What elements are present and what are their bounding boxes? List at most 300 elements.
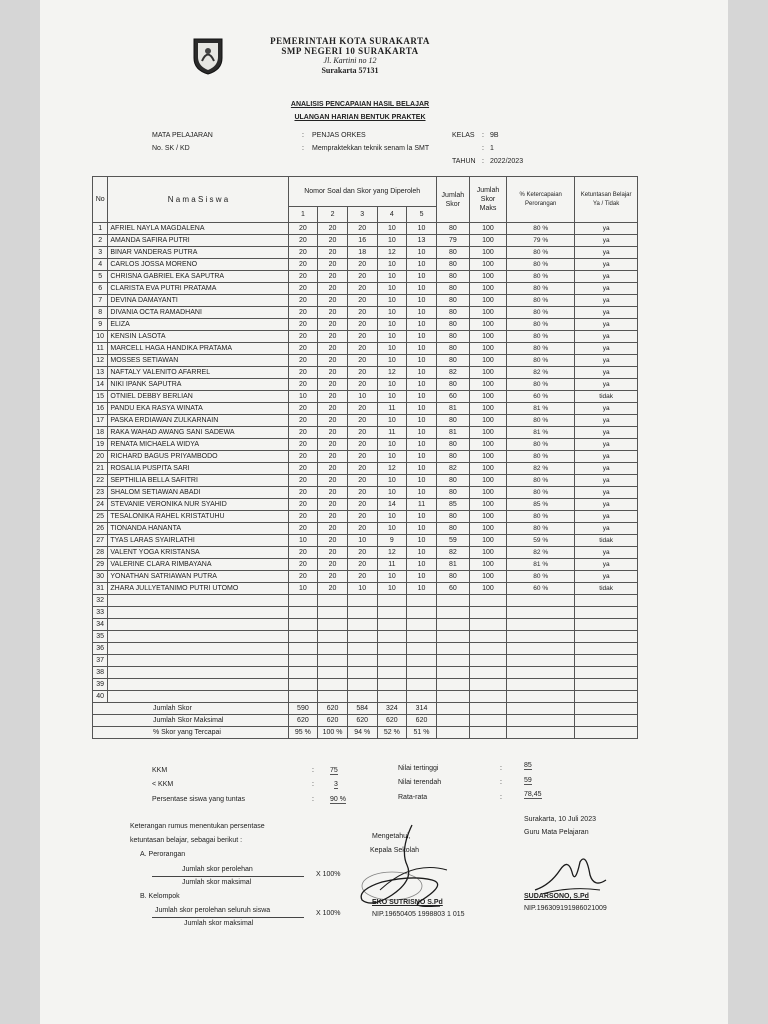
row-no: 23 (93, 487, 108, 499)
skor-q1: 20 (288, 523, 318, 535)
kelas-value: 9B (490, 132, 499, 139)
skor-q4: 12 (377, 547, 407, 559)
persen (507, 667, 575, 679)
skor-q5: 10 (407, 427, 437, 439)
tuntas: ya (575, 379, 638, 391)
skor-q2 (318, 607, 348, 619)
skor-q4 (377, 679, 407, 691)
guru-title: Guru Mata Pelajaran (524, 829, 589, 836)
persen: 82 % (507, 463, 575, 475)
jumlah-skor: 81 (436, 403, 469, 415)
table-row (93, 583, 638, 595)
city-emblem-logo (190, 36, 226, 76)
skor-q1: 20 (288, 235, 318, 247)
row-no: 5 (93, 271, 108, 283)
table-row (93, 235, 638, 247)
skor-q5: 10 (407, 271, 437, 283)
tuntas (575, 595, 638, 607)
header-tuntas: Ketuntasan Belajar Ya / Tidak (575, 177, 638, 223)
skor-maks (469, 643, 506, 655)
skor-q5: 10 (407, 547, 437, 559)
skor-q4: 10 (377, 319, 407, 331)
skor-q4: 10 (377, 343, 407, 355)
tuntas: tidak (575, 391, 638, 403)
tuntas: ya (575, 475, 638, 487)
persen: 82 % (507, 547, 575, 559)
skor-q1 (288, 631, 318, 643)
skor-q1 (288, 679, 318, 691)
skor-maks: 100 (469, 331, 506, 343)
skor-q2: 20 (318, 271, 348, 283)
skor-q5: 10 (407, 367, 437, 379)
persen: 80 % (507, 247, 575, 259)
notes-intro-1: Keterangan rumus menentukan persentase (130, 823, 265, 830)
kkm-value: 75 (330, 767, 338, 774)
skor-q3: 20 (347, 295, 377, 307)
table-row (93, 259, 638, 271)
persen: 80 % (507, 331, 575, 343)
empty-cell (575, 703, 638, 715)
jumlah-skor: 80 (436, 331, 469, 343)
persen: 80 % (507, 295, 575, 307)
skor-q3: 16 (347, 235, 377, 247)
student-name: CLARISTA EVA PUTRI PRATAMA (108, 283, 288, 295)
skor-q4: 10 (377, 439, 407, 451)
persen: 80 % (507, 487, 575, 499)
jumlah-skor: 80 (436, 475, 469, 487)
notes-a-numerator: Jumlah skor perolehan (182, 866, 253, 873)
skor-q2: 20 (318, 343, 348, 355)
row-no: 9 (93, 319, 108, 331)
skor-q1: 20 (288, 319, 318, 331)
header-persen: % Ketercapaian Perorangan (507, 177, 575, 223)
tuntas: ya (575, 367, 638, 379)
lt-kkm-value: 3 (334, 781, 338, 788)
skor-q4: 11 (377, 403, 407, 415)
jumlah-skor (436, 631, 469, 643)
student-name: TESALONIKA RAHEL KRISTATUHU (108, 511, 288, 523)
persen: 81 % (507, 403, 575, 415)
student-name (108, 631, 288, 643)
header-nama: N a m a S i s w a (108, 177, 288, 223)
tuntas: ya (575, 463, 638, 475)
skor-q2: 20 (318, 571, 348, 583)
skor-q4: 10 (377, 523, 407, 535)
notes-b-label: B. Kelompok (140, 893, 180, 900)
table-row (93, 571, 638, 583)
kepsek-signature (352, 820, 462, 915)
empty-cell (469, 703, 506, 715)
persen: 80 % (507, 415, 575, 427)
tuntas: tidak (575, 535, 638, 547)
summary-q5: 314 (407, 703, 437, 715)
jumlah-skor: 80 (436, 319, 469, 331)
skor-q3 (347, 631, 377, 643)
skor-q4 (377, 607, 407, 619)
summary-row (93, 715, 638, 727)
summary-q2: 620 (318, 703, 348, 715)
table-row (93, 691, 638, 703)
skor-q1: 20 (288, 355, 318, 367)
table-row (93, 535, 638, 547)
table-row (93, 655, 638, 667)
persen: 80 % (507, 223, 575, 235)
summary-q2: 100 % (318, 727, 348, 739)
skor-q3: 20 (347, 379, 377, 391)
skor-q4: 11 (377, 559, 407, 571)
jumlah-skor: 80 (436, 295, 469, 307)
notes-b-times: X 100% (316, 910, 341, 917)
row-no: 12 (93, 355, 108, 367)
tuntas (575, 607, 638, 619)
jumlah-skor: 80 (436, 223, 469, 235)
skor-q3 (347, 607, 377, 619)
row-no: 30 (93, 571, 108, 583)
skor-q1: 10 (288, 583, 318, 595)
table-row (93, 619, 638, 631)
row-no: 34 (93, 619, 108, 631)
skor-q4: 10 (377, 331, 407, 343)
tuntas: ya (575, 451, 638, 463)
tuntas: ya (575, 499, 638, 511)
skor-q1 (288, 655, 318, 667)
skor-q4: 10 (377, 355, 407, 367)
jumlah-skor (436, 595, 469, 607)
student-name (108, 607, 288, 619)
jumlah-skor: 80 (436, 571, 469, 583)
skor-q3 (347, 655, 377, 667)
skor-q5: 13 (407, 235, 437, 247)
skor-maks: 100 (469, 499, 506, 511)
skor-q4: 10 (377, 235, 407, 247)
row-no: 13 (93, 367, 108, 379)
tuntas: ya (575, 223, 638, 235)
table-row (93, 223, 638, 235)
persen: 81 % (507, 427, 575, 439)
skor-q2: 20 (318, 475, 348, 487)
table-row (93, 511, 638, 523)
persen (507, 643, 575, 655)
tuntas: ya (575, 523, 638, 535)
persen (507, 595, 575, 607)
table-row (93, 379, 638, 391)
jumlah-skor: 80 (436, 439, 469, 451)
summary-q5: 620 (407, 715, 437, 727)
student-name: MOSSES SETIAWAN (108, 355, 288, 367)
skor-q5: 10 (407, 343, 437, 355)
skor-q3: 10 (347, 391, 377, 403)
jumlah-skor (436, 691, 469, 703)
student-name: AMANDA SAFIRA PUTRI (108, 235, 288, 247)
skor-q2: 20 (318, 331, 348, 343)
skor-maks (469, 667, 506, 679)
skor-q4: 12 (377, 463, 407, 475)
persen: 80 % (507, 283, 575, 295)
persen: 80 % (507, 439, 575, 451)
summary-row (93, 703, 638, 715)
table-row (93, 547, 638, 559)
skor-q3: 20 (347, 331, 377, 343)
row-no: 7 (93, 295, 108, 307)
skor-q2 (318, 679, 348, 691)
skor-maks: 100 (469, 559, 506, 571)
jumlah-skor: 80 (436, 247, 469, 259)
tuntas: ya (575, 283, 638, 295)
jumlah-skor: 82 (436, 463, 469, 475)
tuntas: ya (575, 235, 638, 247)
skor-maks: 100 (469, 487, 506, 499)
skor-q2: 20 (318, 235, 348, 247)
colon: : (482, 145, 484, 152)
skor-q5: 10 (407, 451, 437, 463)
kepsek-name: EKO SUTRISNO S.Pd (372, 899, 443, 906)
skor-q1 (288, 595, 318, 607)
colon: : (302, 145, 304, 152)
table-row (93, 631, 638, 643)
skor-q5: 10 (407, 259, 437, 271)
skor-q1: 20 (288, 451, 318, 463)
student-name: KENSIN LASOTA (108, 331, 288, 343)
tuntas (575, 691, 638, 703)
skor-q3 (347, 667, 377, 679)
skor-q2 (318, 667, 348, 679)
tuntas: ya (575, 427, 638, 439)
skor-maks: 100 (469, 463, 506, 475)
skor-q4: 11 (377, 427, 407, 439)
jumlah-skor (436, 667, 469, 679)
tahun-value: 2022/2023 (490, 158, 524, 165)
persen: 80 % (507, 511, 575, 523)
sk-value: Mempraktekkan teknik senam la SMT (312, 145, 430, 152)
table-row (93, 283, 638, 295)
skor-q3: 20 (347, 487, 377, 499)
summary-q1: 95 % (288, 727, 318, 739)
skor-maks: 100 (469, 271, 506, 283)
table-row (93, 607, 638, 619)
skor-q5: 10 (407, 391, 437, 403)
skor-q4 (377, 595, 407, 607)
table-row (93, 523, 638, 535)
summary-q3: 620 (347, 715, 377, 727)
empty-cell (469, 715, 506, 727)
skor-q4: 10 (377, 307, 407, 319)
skor-q2: 20 (318, 295, 348, 307)
skor-maks (469, 619, 506, 631)
student-name: NAFTALY VALENITO AFARREL (108, 367, 288, 379)
header-q2: 2 (318, 207, 348, 223)
summary-q3: 94 % (347, 727, 377, 739)
student-name: CHRISNA GABRIEL EKA SAPUTRA (108, 271, 288, 283)
student-name: NIKI IPANK SAPUTRA (108, 379, 288, 391)
jumlah-skor: 59 (436, 535, 469, 547)
fraction-line (152, 917, 304, 918)
table-row (93, 595, 638, 607)
skor-q1: 20 (288, 247, 318, 259)
row-no: 27 (93, 535, 108, 547)
row-no: 28 (93, 547, 108, 559)
persen: 82 % (507, 367, 575, 379)
student-name: RICHARD BAGUS PRIYAMBODO (108, 451, 288, 463)
summary-label: % Skor yang Tercapai (93, 727, 289, 739)
summary-rows (93, 703, 638, 739)
skor-q5: 11 (407, 499, 437, 511)
student-name (108, 595, 288, 607)
skor-maks: 100 (469, 307, 506, 319)
skor-maks: 100 (469, 319, 506, 331)
tuntas: ya (575, 259, 638, 271)
colon: : (500, 765, 502, 772)
student-name (108, 643, 288, 655)
skor-q1: 20 (288, 511, 318, 523)
skor-q1: 20 (288, 463, 318, 475)
jumlah-skor: 81 (436, 559, 469, 571)
terendah-label: Nilai terendah (398, 779, 442, 786)
skor-q3: 20 (347, 319, 377, 331)
empty-cell (436, 715, 469, 727)
skor-q5: 10 (407, 535, 437, 547)
notes-b-denominator: Jumlah skor maksimal (184, 920, 254, 927)
skor-q1: 20 (288, 271, 318, 283)
skor-q2: 20 (318, 439, 348, 451)
header-q5: 5 (407, 207, 437, 223)
jumlah-skor: 80 (436, 283, 469, 295)
persen (507, 655, 575, 667)
table-row (93, 355, 638, 367)
skor-q5: 10 (407, 439, 437, 451)
jumlah-skor: 60 (436, 391, 469, 403)
skor-q1: 20 (288, 415, 318, 427)
skor-q3: 20 (347, 523, 377, 535)
summary-q4: 620 (377, 715, 407, 727)
skor-q2: 20 (318, 367, 348, 379)
skor-q5 (407, 607, 437, 619)
persen: 81 % (507, 559, 575, 571)
skor-q1: 20 (288, 547, 318, 559)
skor-q5 (407, 691, 437, 703)
colon: : (500, 794, 502, 801)
tuntas (575, 679, 638, 691)
skor-q2: 20 (318, 499, 348, 511)
table-row (93, 307, 638, 319)
skor-q5 (407, 643, 437, 655)
jumlah-skor: 81 (436, 427, 469, 439)
skor-q2: 20 (318, 547, 348, 559)
skor-maks (469, 607, 506, 619)
student-name: YONATHAN SATRIAWAN PUTRA (108, 571, 288, 583)
skor-q4: 10 (377, 391, 407, 403)
student-name: TYAS LARAS SYAIRLATHI (108, 535, 288, 547)
skor-q3: 20 (347, 343, 377, 355)
tuntas: ya (575, 547, 638, 559)
tuntas: ya (575, 571, 638, 583)
jumlah-skor (436, 679, 469, 691)
jumlah-skor: 80 (436, 523, 469, 535)
skor-q5: 10 (407, 475, 437, 487)
skor-q3: 20 (347, 559, 377, 571)
letterhead-line-2: SMP NEGERI 10 SURAKARTA (281, 46, 419, 56)
kelas-label: KELAS (452, 132, 475, 139)
skor-q2: 20 (318, 583, 348, 595)
tuntas: ya (575, 559, 638, 571)
skor-q1: 20 (288, 403, 318, 415)
row-no: 24 (93, 499, 108, 511)
letterhead-line-1: PEMERINTAH KOTA SURAKARTA (270, 36, 430, 46)
jumlah-skor: 80 (436, 259, 469, 271)
skor-q3 (347, 691, 377, 703)
skor-q2: 20 (318, 463, 348, 475)
student-name: CARLOS JOSSA MORENO (108, 259, 288, 271)
skor-q1: 20 (288, 295, 318, 307)
colon: : (500, 779, 502, 786)
jumlah-skor: 82 (436, 547, 469, 559)
colon: : (312, 796, 314, 803)
table-row (93, 271, 638, 283)
skor-q4 (377, 643, 407, 655)
skor-q4: 10 (377, 487, 407, 499)
tuntas: ya (575, 511, 638, 523)
skor-q1 (288, 667, 318, 679)
skor-maks: 100 (469, 343, 506, 355)
skor-q2 (318, 631, 348, 643)
table-row (93, 367, 638, 379)
skor-q3: 20 (347, 451, 377, 463)
skor-q4 (377, 619, 407, 631)
row-no: 39 (93, 679, 108, 691)
skor-q5: 10 (407, 295, 437, 307)
skor-q5: 10 (407, 379, 437, 391)
tuntas (575, 619, 638, 631)
skor-maks: 100 (469, 355, 506, 367)
jumlah-skor: 80 (436, 307, 469, 319)
empty-cell (436, 727, 469, 739)
empty-cell (507, 727, 575, 739)
skor-q1: 20 (288, 427, 318, 439)
persen: 80 % (507, 259, 575, 271)
skor-q5: 10 (407, 415, 437, 427)
skor-q3 (347, 595, 377, 607)
table-row (93, 679, 638, 691)
skor-q4: 12 (377, 247, 407, 259)
skor-maks: 100 (469, 391, 506, 403)
skor-q5: 10 (407, 403, 437, 415)
row-no: 25 (93, 511, 108, 523)
persen: 80 % (507, 271, 575, 283)
row-no: 33 (93, 607, 108, 619)
summary-q5: 51 % (407, 727, 437, 739)
skor-q2: 20 (318, 523, 348, 535)
persen (507, 619, 575, 631)
skor-q2: 20 (318, 283, 348, 295)
row-no: 37 (93, 655, 108, 667)
skor-q4 (377, 631, 407, 643)
tuntas: ya (575, 271, 638, 283)
persen: 85 % (507, 499, 575, 511)
skor-maks: 100 (469, 379, 506, 391)
skor-maks: 100 (469, 427, 506, 439)
skor-q2 (318, 655, 348, 667)
guru-name: SUDARSONO, S.Pd (524, 893, 589, 900)
table-row (93, 391, 638, 403)
persen: 79 % (507, 235, 575, 247)
skor-q4: 10 (377, 415, 407, 427)
row-no: 17 (93, 415, 108, 427)
row-no: 15 (93, 391, 108, 403)
skor-q1 (288, 643, 318, 655)
skor-maks: 100 (469, 535, 506, 547)
jumlah-skor: 80 (436, 415, 469, 427)
jumlah-skor: 82 (436, 367, 469, 379)
skor-q5: 10 (407, 511, 437, 523)
